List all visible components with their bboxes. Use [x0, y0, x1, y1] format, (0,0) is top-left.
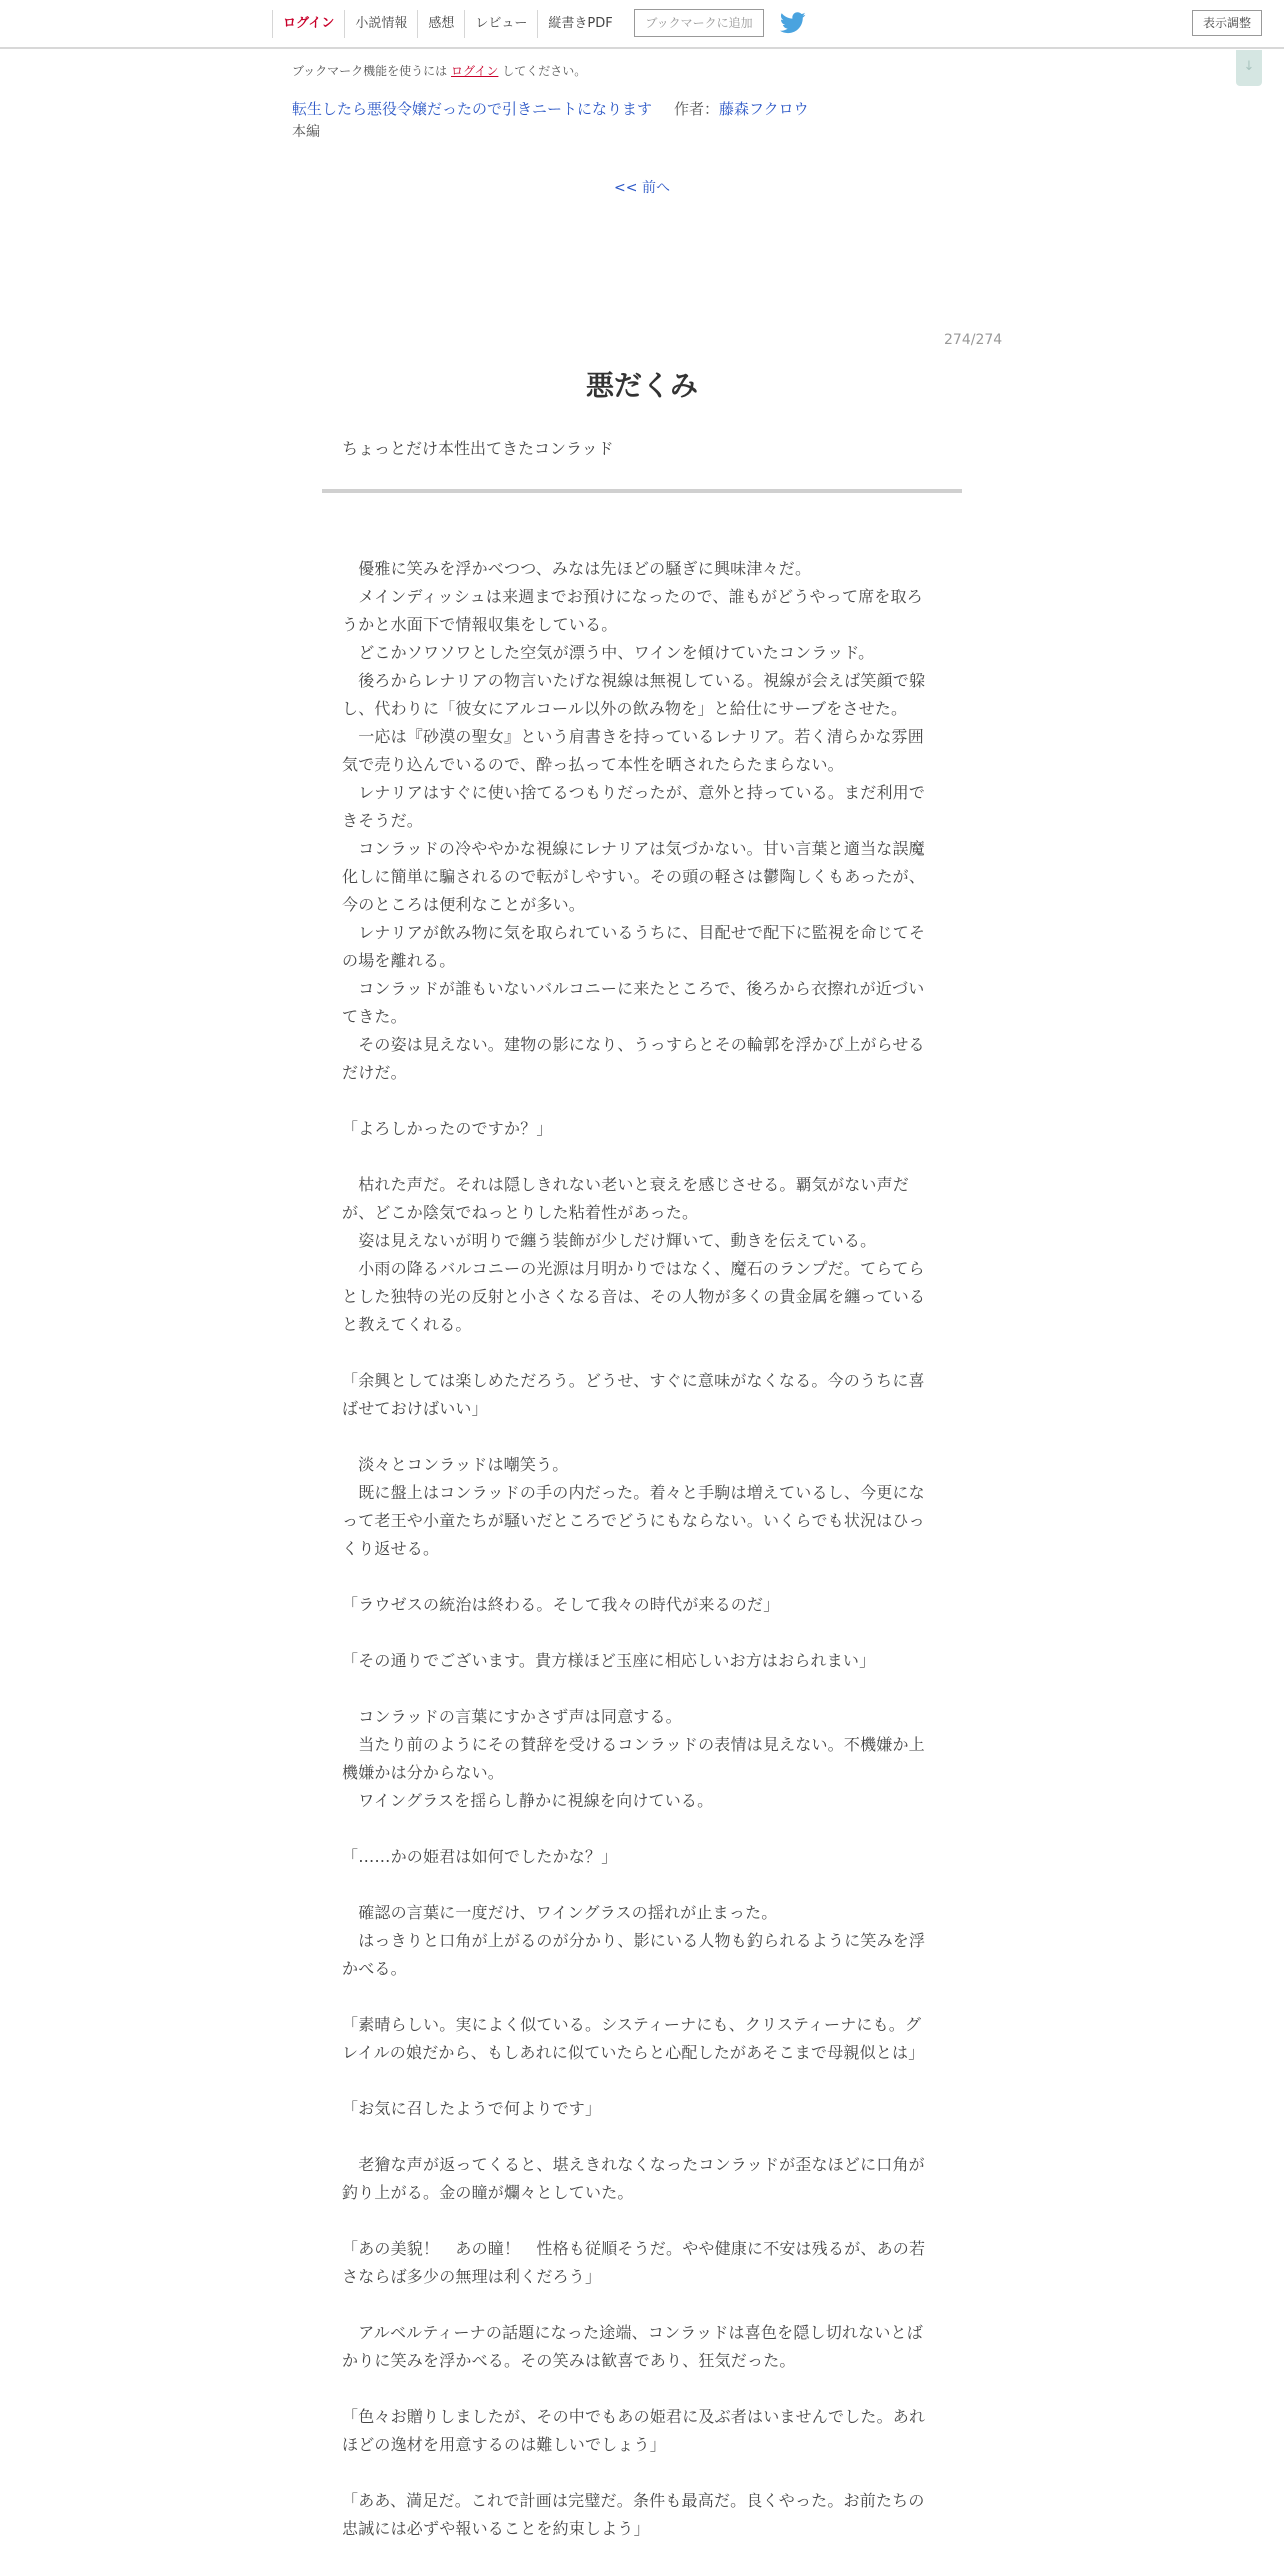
- body-paragraph: メインディッシュは来週までお預けになったので、誰もがどうやって席を取ろうかと水面下で情報収集をしている。: [342, 587, 923, 634]
- add-bookmark-button[interactable]: ブックマークに追加: [634, 9, 764, 37]
- nav-vertical-pdf-link[interactable]: 縦書きPDF: [537, 10, 622, 38]
- blank-line: [342, 1339, 936, 1367]
- blank-line: [342, 1815, 936, 1843]
- blank-line: [342, 1619, 936, 1647]
- body-paragraph: コンラッドが誰もいないバルコニーに来たところで、後ろから衣擦れが近づいてきた。: [342, 979, 925, 1026]
- body-paragraph: その姿は見えない。建物の影になり、うっすらとその輪郭を浮かび上がらせるだけだ。: [342, 1035, 925, 1082]
- blank-line: [342, 2291, 936, 2319]
- body-paragraph: 姿は見えないが明りで纏う装飾が少しだけ輝いて、動きを伝えている。: [342, 1231, 877, 1250]
- blank-line: [342, 1143, 936, 1171]
- body-paragraph: 優雅に笑みを浮かべつつ、みなは先ほどの騒ぎに興味津々だ。: [342, 559, 812, 578]
- body-paragraph: レナリアが飲み物に気を取られているうちに、目配せで配下に監視を命じてその場を離れる。: [342, 923, 926, 970]
- top-nav-bar: [0, 0, 1284, 49]
- blank-line: [342, 2067, 936, 2095]
- body-paragraph: 後ろからレナリアの物言いたげな視線は無視している。視線が会えば笑顔で躱し、代わりに「彼女にアルコール以外の飲み物を」と給仕にサーブをさせた。: [342, 671, 926, 718]
- novel-title-row: [292, 98, 809, 119]
- body-paragraph: 「ああ、満足だ。これで計画は完璧だ。条件も最高だ。良くやった。お前たちの忠誠には必ずや報いることを約束しよう」: [342, 2491, 925, 2538]
- body-paragraph: 「お気に召したようで何よりです」: [342, 2099, 602, 2118]
- novel-body-text: [342, 555, 936, 2543]
- blank-line: [342, 1423, 936, 1451]
- blank-line: [342, 2207, 936, 2235]
- body-paragraph: はっきりと口角が上がるのが分かり、影にいる人物も釣られるように笑みを浮かべる。: [342, 1931, 926, 1978]
- body-paragraph: 「ラウゼスの統治は終わる。そして我々の時代が来るのだ」: [342, 1595, 780, 1614]
- body-paragraph: コンラッドの言葉にすかさず声は同意する。: [342, 1707, 682, 1726]
- blank-line: [342, 2375, 936, 2403]
- blank-line: [342, 1087, 936, 1115]
- episode-preface: ちょっとだけ本性出てきたコンラッド: [342, 439, 614, 458]
- body-paragraph: 一応は『砂漠の聖女』という肩書きを持っているレナリア。若く清らかな雰囲気で売り込んでいるので、酔っ払って本性を晒されたらたまらない。: [342, 727, 924, 774]
- body-paragraph: 枯れた声だ。それは隠しきれない老いと衰えを感じさせる。覇気がない声だが、どこか陰気でねっとりした粘着性があった。: [342, 1175, 910, 1222]
- body-paragraph: 「色々お贈りしましたが、その中でもあの姫君に及ぶ者はいませんでした。あれほどの逸材を用意するのは難しいでしょう」: [342, 2407, 926, 2454]
- body-paragraph: 淡々とコンラッドは嘲笑う。: [342, 1455, 569, 1474]
- preface-divider: [322, 489, 962, 493]
- nav-impressions-link[interactable]: 感想: [417, 10, 464, 38]
- prev-page-nav: [0, 177, 1284, 197]
- blank-line: [342, 1983, 936, 2011]
- body-paragraph: 「よろしかったのですか？」: [342, 1119, 553, 1138]
- body-paragraph: 老獪な声が返ってくると、堪えきれなくなったコンラッドが歪なほどに口角が釣り上がる。金の瞳が爛々としていた。: [342, 2155, 925, 2202]
- body-paragraph: 「その通りでございます。貴方様ほど玉座に相応しいお方はおられまい」: [342, 1651, 876, 1670]
- bookmark-notice-text-post: してください。: [502, 64, 587, 78]
- author-name-link[interactable]: 藤森フクロウ: [719, 100, 809, 118]
- body-paragraph: 「素晴らしい。実によく似ている。システィーナにも、クリスティーナにも。グレイルの娘だから、もしあれに似ていたらと心配したがあそこまで母親似とは」: [342, 2015, 925, 2062]
- body-paragraph: ワイングラスを揺らし静かに視線を向けている。: [342, 1791, 714, 1810]
- page-counter: 274/274: [944, 332, 1003, 348]
- blank-line: [342, 1871, 936, 1899]
- body-paragraph: 小雨の降るバルコニーの光源は月明かりではなく、魔石のランプだ。てらてらとした独特の光の反射と小さくなる音は、その人物が多くの貴金属を纏っていると教えてくれる。: [342, 1259, 926, 1334]
- blank-line: [342, 2459, 936, 2487]
- body-paragraph: アルベルティーナの話題になった途端、コンラッドは喜色を隠し切れないとばかりに笑みを浮かべる。その笑みは歓喜であり、狂気だった。: [342, 2323, 923, 2370]
- blank-line: [342, 1675, 936, 1703]
- display-settings-button[interactable]: 表示調整: [1192, 10, 1262, 36]
- body-paragraph: 「……かの姫君は如何でしたかな？」: [342, 1847, 618, 1866]
- blank-line: [342, 1563, 936, 1591]
- bookmark-login-notice: [292, 62, 586, 79]
- body-paragraph: 「あの美貌！ あの瞳！ 性格も従順そうだ。やや健康に不安は残るが、あの若さならば多少の無理は利くだろう」: [342, 2239, 926, 2286]
- episode-title: 悪だくみ: [585, 369, 698, 402]
- body-paragraph: 「余興としては楽しめただろう。どうせ、すぐに意味がなくなる。今のうちに喜ばせておけばいい」: [342, 1371, 925, 1418]
- nav-novel-info-link[interactable]: 小説情報: [344, 10, 417, 38]
- twitter-bird-icon[interactable]: [780, 12, 808, 36]
- bookmark-notice-login-link[interactable]: ログイン: [451, 64, 499, 78]
- nav-review-link[interactable]: レビュー: [464, 10, 537, 38]
- body-paragraph: レナリアはすぐに使い捨てるつもりだったが、意外と持っている。まだ利用できそうだ。: [342, 783, 926, 830]
- body-paragraph: コンラッドの冷ややかな視線にレナリアは気づかない。甘い言葉と適当な誤魔化しに簡単に騙されるので転がしやすい。その頭の軽さは鬱陶しくもあったが、今のところは便利なことが多い。: [342, 839, 926, 914]
- body-paragraph: どこかソワソワとした空気が漂う中、ワインを傾けていたコンラッド。: [342, 643, 875, 662]
- body-paragraph: 当たり前のようにその賛辞を受けるコンラッドの表情は見えない。不機嫌か上機嫌かは分からない。: [342, 1735, 925, 1782]
- body-paragraph: 既に盤上はコンラッドの手の内だった。着々と手駒は増えているし、今更になって老王や小童たちが騒いだところでどうにもならない。いくらでも状況はひっくり返せる。: [342, 1483, 925, 1558]
- nav-login-link[interactable]: ログイン: [272, 10, 344, 38]
- nav-menu: [272, 10, 623, 38]
- novel-title-link[interactable]: 転生したら悪役令嬢だったので引きニートになります: [292, 100, 653, 118]
- author-label: 作者：: [674, 100, 720, 118]
- chapter-label: 本編: [292, 124, 320, 140]
- bookmark-notice-text-pre: ブックマーク機能を使うには: [292, 64, 448, 78]
- blank-line: [342, 2123, 936, 2151]
- scroll-down-arrow-icon[interactable]: ↓: [1236, 50, 1262, 86]
- prev-page-link[interactable]: << 前へ: [614, 180, 670, 196]
- body-paragraph: 確認の言葉に一度だけ、ワイングラスの揺れが止まった。: [342, 1903, 778, 1922]
